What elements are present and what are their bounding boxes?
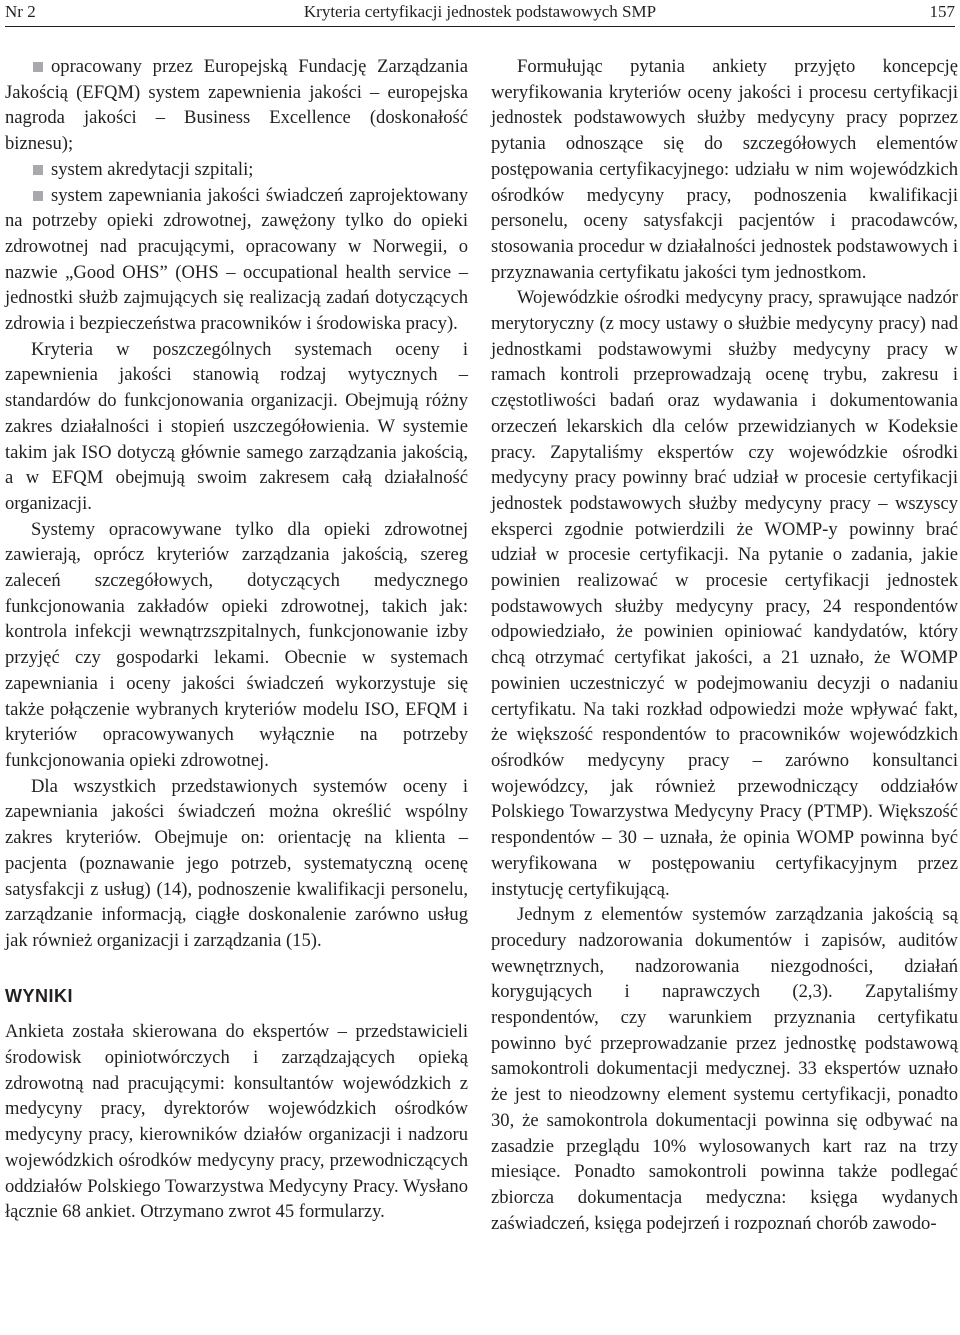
bullet-text: system zapewniania jakości świadczeń zaprojektowany na potrzeby opieki zdrowotnej, zawężony tylko do opieki zdrowotnej nad pracującymi, opracowany w Norwegii, o nazwie „Good OHS” (OHS – occupational health service – jednostki służb zajmujących się realizacją zadań dotyczących zdrowia i bezpieczeństwa pracowników i środowiska pracy).: [5, 184, 468, 335]
square-bullet-icon: [33, 191, 43, 201]
bullet-item: [5, 183, 468, 337]
left-column: [5, 54, 468, 1225]
bullet-item: [5, 157, 468, 183]
paragraph: Wojewódzkie ośrodki medycyny pracy, sprawujące nadzór merytoryczny (z mocy ustawy o służbie medycyny pracy) nad jednostkami podstawowymi służby medycyny pracy w ramach kontroli przeprowadzają ocenę trybu, zakresu i częstotliwości badań oraz wydawania i dokumentowania orzeczeń lekarskich dla celów przewidzianych w Kodeksie pracy. Zapytaliśmy ekspertów czy wojewódzkie ośrodki medycyny pracy powinny brać udział w procesie certyfikacji jednostek podstawowych służby medycyny pracy – wszyscy eksperci zgodnie potwierdzili że WOMP-y powinny brać udział w procesie certyfikacji. Na pytanie o zadania, jakie powinien realizować w procesie certyfikacji jednostek podstawowych służby medycyny pracy, 24 respondentów odpowiedziało, że powinien opiniować kandydatów, który chcą otrzymać certyfikat jakości, a 21 uznało, że WOMP powinien uczestniczyć w podejmowaniu decyzji o nadaniu certyfikatu. Na taki rozkład odpowiedzi może wpływać fakt, że większość respondentów to pracowników wojewódzkich ośrodków medycyny pracy – zarówno konsultanci wojewódzcy, jak również przewodniczący oddziałów Polskiego Towarzystwa Medycyny Pracy (PTMP). Większość respondentów – 30 – uznała, że opinia WOMP powinna być weryfikowana w postępowaniu certyfikacyjnym przez instytucję certyfikującą.: [491, 287, 958, 900]
paragraph: Jednym z elementów systemów zarządzania jakością są procedury nadzorowania dokumentów i zapisów, auditów wewnętrznych, nadzorowania niezgodności, działań korygujących i naprawczych (2,3). Zapytaliśmy respondentów, czy warunkiem przyznania certyfikatu powinno być przeprowadzanie przez jednostkę podstawową samokontroli dokumentacji medycznej. 33 ekspertów uznało że jest to nieodzowny element systemu certyfikacji, ponadto 30, że samokontrola dokumentacji powinna się odbywać na zasadzie przeglądu 10% wylosowanych kart raz na trzy miesiące. Ponadto samokontroli powinna także podlegać zbiorcza dokumentacja medyczna: księga wydanych zaświadczeń, księga podejrzeń i rozpoznań chorób zawodo-: [491, 904, 958, 1234]
section-heading: WYNIKI: [5, 985, 73, 1006]
paragraph: Kryteria w poszczególnych systemach oceny i zapewnienia jakości stanowią rodzaj wytycznych – standardów do funkcjonowania organizacji. Obejmują różny zakres działalności i stopień uszczegółowienia. W systemie takim jak ISO dotyczą głównie samego zarządzania jakością, a w EFQM obejmują swoim zakresem całą działalność organizacji.: [5, 338, 468, 514]
running-title: Kryteria certyfikacji jednostek podstawowych SMP: [303, 2, 657, 21]
right-column: [491, 54, 958, 1236]
paragraph: Systemy opracowywane tylko dla opieki zdrowotnej zawierają, oprócz kryteriów zarządzania jakością, szereg zaleceń szczegółowych, dotyczących medycznego funkcjonowania zakładów opieki zdrowotnej, takich jak: kontrola infekcji wewnątrzszpitalnych, funkcjonowanie izby przyjęć czy gospodarki lekami. Obecnie w systemach zapewniania i oceny jakości świadczeń wykorzystuje się także połączenie wybranych kryteriów modelu ISO, EFQM i kryteriów opracowywanych wyłącznie na potrzeby funkcjonowania opieki zdrowotnej.: [5, 518, 468, 771]
square-bullet-icon: [33, 62, 43, 72]
bullet-item: [5, 54, 468, 157]
page-number: 157: [929, 2, 955, 21]
issue-number: Nr 2: [5, 2, 36, 21]
paragraph: Ankieta została skierowana do ekspertów – przedstawicieli środowisk opiniotwórczych i zarządzających opieką zdrowotną nad pracującymi: konsultantów wojewódzkich z medycyny pracy, dyrektorów wojewódzkich ośrodków medycyny pracy, kierowników działów organizacji i nadzoru wojewódzkich ośrodków medycyny pracy, przewodniczących oddziałów Polskiego Towarzystwa Medycyny Pracy. Wysłano łącznie 68 ankiet. Otrzymano zwrot 45 formularzy.: [5, 1021, 468, 1223]
paragraph: Formułując pytania ankiety przyjęto koncepcję weryfikowania kryteriów oceny jakości i procesu certyfikacji jednostek podstawowych służby medycyny pracy poprzez pytania odnoszące się do szczegółowych elementów postępowania certyfikacyjnego: udziału w nim wojewódzkich ośrodków medycyny pracy, podnoszenia kwalifikacji personelu, oceny satysfakcji pacjentów i pracodawców, stosowania procedur w działalności jednostek podstawowych i przyznawania certyfikatu jakości tym jednostkom.: [491, 56, 958, 283]
bullet-text: system akredytacji szpitali;: [51, 158, 254, 180]
bullet-text: opracowany przez Europejską Fundację Zarządzania Jakością (EFQM) system zapewnienia jakości – europejska nagroda jakości – Business Excellence (doskonałość biznesu);: [5, 56, 468, 155]
square-bullet-icon: [33, 165, 43, 175]
page-header: [5, 0, 955, 27]
paragraph: Dla wszystkich przedstawionych systemów oceny i zapewniania jakości świadczeń można określić wspólny zakres kryteriów. Obejmuje on: orientację na klienta – pacjenta (poznawanie jego potrzeb, systematyczną ocenę satysfakcji z usług) (14), podnoszenie kwalifikacji personelu, zarządzanie informacją, ciągłe doskonalenie zarówno usług jak również organizacji i zarządzania (15).: [5, 775, 468, 951]
